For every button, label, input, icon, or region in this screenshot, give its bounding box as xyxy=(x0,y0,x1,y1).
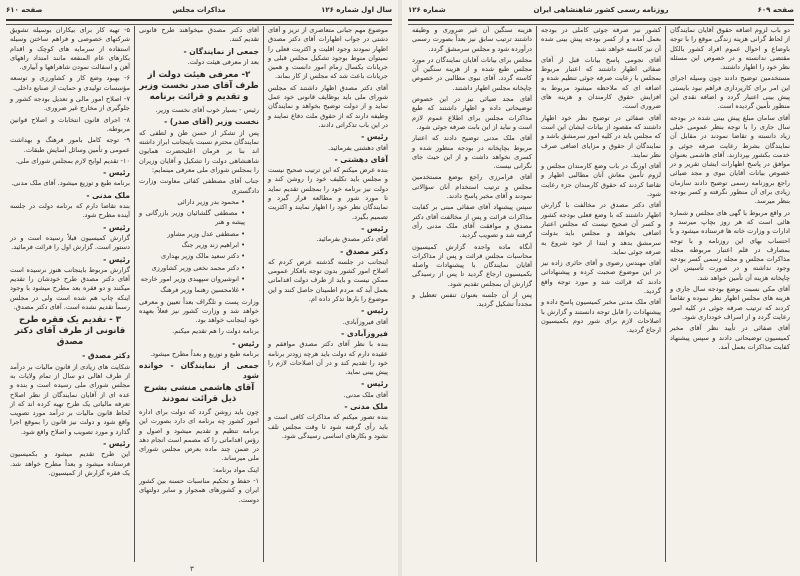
minister-list-item: • انوشیروان سپهبدی وزیر امور خارجه xyxy=(140,274,245,283)
paragraph: آقای ملک مدنی. xyxy=(343,390,388,399)
paragraph: ۸- اجرای قانون انتخابات و اصلاح قوانین مربوطه. xyxy=(10,115,130,133)
paragraph: آقای دکتر مصدق میخواهند طرح قانونی تقدیم کنند. xyxy=(139,26,259,44)
minister-list-item: • مصطفی گلشائیان وزیر بازرگانی و پیشه و هنر xyxy=(139,209,245,227)
text-column xyxy=(665,26,794,562)
paragraph: اینجانب در جلسه گذشته عرض کردم که اصلاح امور کشور بدون توجه بافکار عمومی ممکن نیست و باید از طرف دولت اقداماتی بعمل آید که مردم اطمینان حاصل کنند و این موضوع را بارها تذکر داده ام. xyxy=(268,257,388,304)
paragraph: ۱- حفظ و تحکیم مناسبات حسنه بین کشور ایران و کشورهای همجوار و سایر دولتهای دوست. xyxy=(139,476,259,504)
paragraph: آقای اورنگ در باب وضع کارمندان مجلس و لزوم تأمین معاش آنان مطالبی اظهار و تقاضا کردند که حقوق کارمندان جزء رعایت شود. xyxy=(541,162,661,199)
minister-list-item: • دکتر سعید مالک وزیر بهداری xyxy=(160,252,245,261)
paragraph: بنده تقاضا دارم که برنامه دولت در جلسه آینده مطرح شود. xyxy=(10,202,130,220)
page-number: صفحه ۶۰۹ xyxy=(757,6,794,14)
speaker-name: دکتر مصدق - xyxy=(340,246,388,256)
paragraph: دو باب لزوم اضافه حقوق آقایان نمایندگان از لحاظ گرانی هزینه زندگی موقع را با توجه باوضاع و احوال عموم افراد کشور بالکل مقتضی ندانسته و در خصوص این مسئله نظر خود را اظهار داشتند. xyxy=(670,26,790,72)
speaker-name: رئیس - xyxy=(103,254,130,264)
paragraph: چون باید روشن گردد که دولت برای اداره امور کشور چه برنامه ای دارد بصورت این برنامه تنظیم و تقدیم میشود و اصول و رؤس اقداماتی را که مصمم است انجام دهد در ضمن چند ماده بعرض مجلس شورای ملی میرساند. xyxy=(139,407,259,463)
right-page xyxy=(402,0,800,576)
issue-number: سال اول شماره ۱۲۶ xyxy=(321,6,392,14)
speaker-name: رئیس - xyxy=(232,338,259,348)
paragraph: گزارش کمیسیون قبلاً رسیده است و در دستور است. گزارش اول را قرائت فرمائید. xyxy=(10,233,130,252)
paragraph: ۶- بهبود وضع کار و کشاورزی و توسعه مؤسسات تولیدی و حمایت از صنایع داخلی. xyxy=(10,74,130,92)
paragraph: آقای نجومی پاسخ بیانات قبل از آقای صفائی اظهار داشتند که اعتبار مربوط بمجلس با رعایت صرفه جوئی تنظیم شده و اضافه ای که ملاحظه میشود مربوط به افزایش حقوق کارمندان و هزینه های ضروری است. xyxy=(541,55,661,111)
minister-list-item: • دکتر محمد نخعی وزیر کشاورزی xyxy=(151,263,245,272)
paragraph: آقای ملک مدنی مخبر کمیسیون پاسخ داده و پیشنهادات را قابل توجه دانستند و گزارش با اصلاحات لازم برای شور دوم بکمیسیون ارجاع گردید. xyxy=(541,298,661,335)
paragraph: برنامه دولت را هم تقدیم میکنم. xyxy=(172,327,259,336)
paragraph: رئیس - بسیار خوب آقای نخست وزیر. xyxy=(155,106,259,115)
paragraph: آقای دهشتی بفرمائید. xyxy=(328,143,388,152)
speaker-name: فیروزآبادی - xyxy=(341,328,388,338)
header-rule xyxy=(408,19,794,25)
paragraph: شکایت های زیادی از قانون مالیات بر درآمد از طرف اهالی دو سال از تمام ولایات به مجلس شورای ملی رسیده است و بنده و عده ای از آقایان نمایندگان از نظر اصلاح تعرفه مالیاتی یک طرح تهیه کرده اند که از لحاظ قانون مالیات بر درآمد مورد تصویب واقع شود و دولت نیز قانون را بموقع اجرا گذارد و مورد تصویب و اصلاح واقع شود. xyxy=(10,362,130,436)
newspaper-title: روزنامه رسمی کشور شاهنشاهی ایران xyxy=(533,6,669,14)
speaker-name: نخست وزیر (آقای صدر) - xyxy=(164,117,259,127)
paragraph: برنامه طبع و توزیع میشود. آقای ملک مدنی. xyxy=(11,179,130,188)
paragraph: موضوع مهم جبانی متعاصری از تریز و آقای دشتی در جواب اظهارات آقای دکتر مصدق اظهار نمودند وجود اقلیت و اکثریت فعلی را نمیتوان منوط بوجود تشکیل مجلس قبلی و جریانات یکسال زمام امور دانست و همین جریانات باعث شد که مجلس از کار بماند. xyxy=(268,26,388,81)
paragraph: هزینه سنگین آن غیر ضروری و وظیفه داشتند ترتیب سابق نیز بعداً بصورت رسمی درآورده شود و مجلس سرمشق گردد. xyxy=(412,26,532,53)
paragraph: گزارش مربوط باینجانب هنوز نرسیده است آقای دکتر مصدق طرح خودشان را تقدیم میکنند و دو فقره بعد مطرح میشود با وجود اینکه چاپ هم شده است ولی در مجلس رسماً تقدیم نشده است. آقای دکتر مصدق. xyxy=(10,265,130,312)
speaker-name: جمعی از نمایندگان - خوانده شود xyxy=(139,361,259,380)
text-column xyxy=(134,26,263,562)
speaker-name: دکتر مصدق - xyxy=(82,351,130,361)
paragraph: آقای مکی نسبت بوضع بودجه سال جاری و هزینه های مجلس اظهار نظر نموده و تقاضا کردند که ترتیب صرفه جوئی در کلیه امور رعایت گردد و از اسراف خودداری شود. xyxy=(670,285,790,321)
paragraph: در واقع مربوط با گهی های مجلس و شماره هائی است که هر روز بچاپ میرسد و ادارات و وزارت خانه ها فرستاده میشود و با احتساب بهای این روزنامه و با توجه بمصارف در قلم اعتبار مربوطه مجله مذاکرات مجلس و مجله رسمی کسر بودجه وجود نداشته و در صورت تأسیس این چاپخانه هزینه آن تأمین خواهد شد. xyxy=(670,208,790,282)
paragraph: بعد از معرفی هیئت دولت. xyxy=(187,57,259,66)
speaker-name: آقای دهشتی - xyxy=(334,154,388,164)
speaker-name: ملک مدنی - xyxy=(86,190,130,200)
paragraph: بنده تصور میکنم که مذاکرات کافی است و باید رأی گرفته شود تا وقت مجلس تلف نشود و بکارهای اساسی رسیدگی شود. xyxy=(268,413,388,440)
text-column xyxy=(263,26,392,562)
minister-list-item: • مصطفی عدل وزیر مشاور xyxy=(167,229,245,238)
minister-list-item: • محمود بدر وزیر دارائی xyxy=(177,197,245,206)
speaker-name: رئیس - xyxy=(361,223,388,233)
section-heading: ۲- معرفی هیئت دولت از طرف آقای صدر نخست وزیر و تقدیم و قرائت برنامه xyxy=(139,70,259,103)
columns xyxy=(408,26,794,562)
section-title: مذاکرات مجلس xyxy=(172,6,226,14)
speaker-name: جمعی از نمایندگان - xyxy=(183,46,259,56)
paragraph: پس از تشکر از حسن ظن و لطفی که نمایندگان محترم نسبت باینجانب ابراز داشته اند بنا بر فرمان اعلیحضرت همایون شاهنشاهی دولت را تشکیل و آقایان وزیران را بمجلس شورای ملی معرفی مینمایم: xyxy=(139,128,259,174)
page-header xyxy=(408,6,794,18)
text-column xyxy=(408,26,536,562)
paragraph: آقای دکتر مصدق بفرمائید. xyxy=(316,235,388,244)
paragraph: آقای صفائی در تأیید نظر آقای مخبر کمیسیون توضیحاتی دادند و سپس پیشنهاد کفایت مذاکرات بعمل آمد. xyxy=(670,324,790,351)
speaker-name: رئیس - xyxy=(361,306,388,316)
footer-number: ۳ xyxy=(190,565,194,573)
minister-list-item: • غلامحسین رهنما وزیر فرهنگ xyxy=(160,286,245,295)
paragraph: بنده با نظر آقای دکتر مصدق موافقم و عقیده دارم که دولت باید هرچه زودتر برنامه خود را تقدیم کند و در آن اصلاحات لازم را پیش بینی نماید. xyxy=(268,340,388,377)
paragraph: بنده عرض میکنم که این ترتیب صحیح نیست و مجلس باید تکلیف خود را روشن کند و دولت نیز برنامه خود را بمجلس تقدیم نماید تا مورد شور و مطالعه قرار گیرد و نمایندگان نظر خود را اظهار نمایند و اکثریت تصمیم بگیرد. xyxy=(268,166,388,221)
paragraph: آقای فرامرزی راجع بوضع مستخدمین مجلس و ترتیب استخدام آنان سؤالاتی نمودند و آقای مخبر پاسخ دادند. xyxy=(412,173,532,201)
page-number: صفحه ۶۱۰ xyxy=(6,6,43,14)
paragraph: آقای مهندس رضوی و آقای حائری زاده نیز در این موضوع صحبت کرده و پیشنهاداتی دادند که قرائت شد و مورد توجه واقع گردید. xyxy=(541,259,661,296)
columns xyxy=(6,26,392,562)
paragraph: آقای ملک مدنی توضیح دادند که اعتبار مربوط بچاپخانه در بودجه منظور شده و کسری نخواهد داشت و از این حیث جای نگرانی نیست. xyxy=(412,134,532,171)
paragraph: ۵- تهیه کار برای بیکاران بوسیله تشویق شرکتهای خصوصی و فراهم ساختن وسیله استفاده از سرمایه های کوچک و اقدام بکارهای عام المنفعه مانند امتداد راههای آهن و اسفالت نمودن شاهراهها و آبیاری. xyxy=(10,26,130,72)
paragraph: آقای فیروزآبادی. xyxy=(342,317,388,326)
text-column xyxy=(536,26,665,562)
paragraph: جناب آقای مصطفی کفائی معاونت وزارت دادگستری xyxy=(139,177,259,195)
paragraph: آقای دکتر مصدق در مخالفت با گزارش اظهار داشتند که با وضع فعلی بودجه کشور و کسر آن صحیح نیست که مجلس اعتبار اضافی بخواهد و مجلس باید بدولت سرمشق بدهد و ابتدا از خود شروع به صرفه جوئی نماید. xyxy=(541,201,661,256)
text-column xyxy=(6,26,134,562)
paragraph: مجلس برای بیانات آقایان نمایندگان در مورد مجلس طبع شده و از هزینه سنگین آن کاسته گردد. آقای نبوی مطالبی در خصوص چاپخانه مجلس اظهار داشتند. xyxy=(412,55,532,92)
speaker-name: رئیس - xyxy=(361,132,388,142)
paragraph: برنامه طبع و توزیع و بعداً مطرح میشود. xyxy=(150,350,259,359)
page-header xyxy=(6,6,392,18)
speaker-name: رئیس - xyxy=(361,379,388,389)
paragraph: آنگاه ماده واحده گزارش کمیسیون محاسبات مجلس قرائت و پس از مذاکرات آقایان نمایندگان با پیشنهادات واصله بکمیسیون ارجاع گردید تا پس از رسیدگی گزارش آن بمجلس تقدیم شود. xyxy=(412,242,532,288)
paragraph: ۹- توجه کامل بامور فرهنگ و بهداشت عمومی و تأمین وسائل آسایش طبقات. xyxy=(10,136,130,154)
paragraph: ۱۰- تقدیم لوایح لازم بمجلس شورای ملی. xyxy=(15,156,130,165)
speaker-name: رئیس - xyxy=(103,222,130,232)
paragraph: مستخدمین توضیح دادند چون وسیله اجرای این امر برای کارپردازی فراهم نبود بایستی پیش بینی اعتبار گردد و اضافه نقدی این منظور تأمین گردیده است. xyxy=(670,74,790,111)
speaker-name: ملک مدنی - xyxy=(344,401,388,411)
speaker-name: رئیس - xyxy=(103,168,130,178)
left-page xyxy=(0,0,398,576)
paragraph: آقای صفائی در توضیح نظر خود اظهار داشتند که مقصود از بیانات ایشان این است که مجلس باید در کلیه امور سرمشق باشد و نمایندگان از حقوق و مزایای اضافی صرف نظر نمایند. xyxy=(541,113,661,159)
speaker-name: رئیس - xyxy=(103,438,130,448)
paragraph: ۷- اصلاح امور مالی و تعدیل بودجه کشور و جلوگیری از مخارج غیر ضروری. xyxy=(10,95,130,113)
paragraph: آقای مجد ضیائی نیز در این خصوص توضیحاتی داده و اظهار داشتند که طبع مذاکرات مجلس برای اطلاع عموم لازم است و نباید از این بابت صرفه جوئی شود. xyxy=(412,95,532,131)
paragraph: آقای دکتر مصدق اظهار داشتند که مجلس شورای ملی باید بوظایف قانونی خود عمل نماید و از دولت توضیح بخواهد و نمایندگان وظیفه دارند که از حقوق ملت دفاع نمایند و در این باب تذکراتی دادند. xyxy=(268,83,388,129)
section-heading: آقای هاشمی منشی بشرح ذیل قرائت نمودند xyxy=(143,382,255,404)
paragraph: اینک مواد برنامه: xyxy=(212,465,259,474)
section-heading: ۳ - تقدیم یک فقره طرح قانونی از طرف آقای دکتر مصدق xyxy=(14,315,126,348)
minister-list-item: • ابراهیم زند وزیر جنگ xyxy=(181,241,245,250)
header-rule xyxy=(6,19,392,25)
paragraph: این طرح تقدیم میشود و بکمیسیون فرستاده میشود و بعداً مطرح خواهد شد. یک فقره گزارش از کمیسیون. xyxy=(10,450,130,477)
paragraph: پس از آن جلسه بعنوان تنفس تعطیل و مجدداً تشکیل گردید. xyxy=(412,291,532,309)
paragraph: آقای سامان مبلغ پیش بینی شده در بودجه سال جاری را با توجه بنظر عمومی خیلی زیاد دانسته و تقاضا نمودند در مقابل آن نمایندگان بشرط رعایت صرفه جوئی و خدمت بکشور بپردازند. آقای هاشمی بعنوان موافق در پاسخ اظهارات ایشان تقریر و در خصوص بیانات آقایان نبوی و مجد ضیائی راجع بروزنامه رسمی توضیح دادند سازمان زیادی برای آن منظور نگرفته و کسر بودجه بنظر میرسد. xyxy=(670,113,790,206)
paragraph: سپس پیشنهاد آقای صفائی مبنی بر کفایت مذاکرات قرائت و پس از مخالفت آقای دکتر مصدق و موافقت آقای ملک مدنی رأی گرفته شد و تصویب گردید. xyxy=(412,203,532,240)
paragraph: وزارت پست و تلگراف بعداً تعیین و معرفی خواهد شد و وزارت کشور نیز فعلاً بعهده خود اینجانب خواهد بود. xyxy=(139,297,259,325)
issue-number: شماره ۱۲۶ xyxy=(408,6,446,14)
paragraph: کشور نیز صرفه جوئی کاملی در بودجه بعمل آمده و از کسر بودجه پیش بینی شده آن نیز کاسته خواهد شد. xyxy=(541,26,661,53)
